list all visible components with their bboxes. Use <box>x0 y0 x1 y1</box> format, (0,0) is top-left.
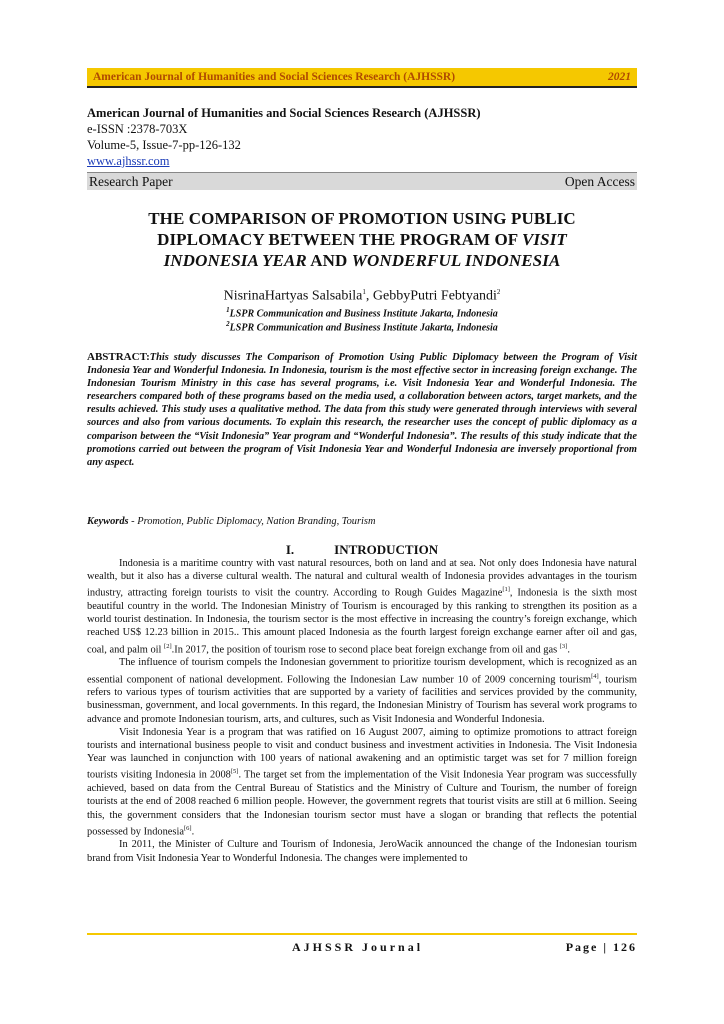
journal-volume: Volume-5, Issue-7-pp-126-132 <box>87 138 241 152</box>
banner-year: 2021 <box>608 71 631 83</box>
journal-header <box>87 105 637 169</box>
paragraph-1: Indonesia is a maritime country with vast natural resources, both on land and at sea. Not only does Indonesia have natural wealth, but it also has a diverse cultural wealth. The natural and cultural wealth of Indonesia provides advantages in the tourism industry, attracting foreign tourists to visit the country. According to Rough Guides Magazine[1], Indonesia is the sixth most beautiful country in the world. The Indonesian Ministry of Tourism is encouraged by this ranking to strengthen its position as a world tourist destination. In Indonesia, the tourism sector is the most effective in increasing the country’s foreign exchange, which reached US$ 12.23 billion in 2015.. This amount placed Indonesia as the fourth largest foreign exchange earner after oil and gas, coal, and palm oil [2].In 2017, the position of tourism rose to second place beat foreign exchange from oil and gas [3]. <box>87 558 637 656</box>
affiliation-2: $^2$LSPR Communication and Business Institute Jakarta, Indonesia <box>226 320 498 334</box>
title-line-2: DIPLOMACY BETWEEN THE PROGRAM OF VISIT <box>157 230 567 249</box>
page-number: Page | 126 <box>565 940 637 954</box>
keywords-label: Keywords <box>87 516 129 527</box>
affiliation-1: $^1$LSPR Communication and Business Institute Jakarta, Indonesia <box>226 306 498 320</box>
title-line-1: THE COMPARISON OF PROMOTION USING PUBLIC <box>148 209 576 228</box>
keywords <box>87 516 637 527</box>
author-list: NisrinaHartyas Salsabila$^1$, GebbyPutri Febtyandi$^2$ <box>223 288 501 304</box>
abstract <box>87 351 637 469</box>
footer-rule <box>87 933 637 935</box>
body-text <box>87 557 637 865</box>
paragraph-3: Visit Indonesia Year is a program that was ratified on 16 August 2007, aiming to optimize promotions to attract foreign tourists and international business people to visit and conduct business and investment activities in Indonesia. The Visit Indonesia Year was launched in conjunction with 100 years of national awakening and an optimistic target was set for 7 million foreign tourists visiting Indonesia in 2008[5]. The target set from the implementation of the Visit Indonesia Year program was successfully achieved, based on data from the Central Bureau of Statistics and the Ministry of Culture and Tourism, the number of foreign tourists at the end of 2008 reached 6 million people. However, the government regrets that tourist visits are still at 6 million. Seeing this, the government considers that the Indonesian tourism sector must have a slogan or branding that reflects the potential possessed by Indonesia[6]. <box>87 726 637 838</box>
paper-type-bar <box>87 172 637 190</box>
section-title: INTRODUCTION <box>334 542 439 557</box>
keywords-text: - Promotion, Public Diplomacy, Nation Branding, Tourism <box>128 516 376 527</box>
title-line-3: INDONESIA YEAR AND WONDERFUL INDONESIA <box>163 251 561 270</box>
author-1: NisrinaHartyas Salsabila <box>223 288 363 304</box>
journal-title: American Journal of Humanities and Social Sciences Research (AJHSSR) <box>87 106 481 120</box>
paragraph-2: The influence of tourism compels the Indonesian government to prioritize tourism development, which is recognized as an essential component of national development. Following the Indonesian Law number 10 of 2009 concerning tourism[4], tourism refers to various types of tourism activities that are supported by a variety of facilities and services provided by the community, businessman, government, and local governments. In this regard, the Indonesian Ministry of Tourism has several work programs to advance and promote Indonesian tourism, arts, and cultures, such as Visit Indonesia and Wonderful Indonesia. <box>87 657 637 725</box>
paper-type: Research Paper <box>89 173 173 189</box>
journal-url-link[interactable]: www.ajhssr.com <box>87 154 170 168</box>
section-number: I. <box>285 542 295 557</box>
abstract-text: This study discusses The Comparison of Promotion Using Public Diplomacy between the Program of Visit Indonesia Year and Wonderful Indonesia. In Indonesia, tourism is the most effective sector in increasing foreign exchange. The Indonesian Tourism Ministry in this case has several programs, i.e. Visit Indonesia Year and Wonderful Indonesia. The researchers compared both of these programs based on the media used, a collaboration between actors, target markets, and the results achieved. This study uses a qualitative method. The data from this study were generated through interviews with several sources and also from various documents. To explain this research, the researcher uses the concept of public diplomacy as a comparison between the “Visit Indonesia” Year program and “Wonderful Indonesia”. The results of this study indicate that the promotions carried out between the program of Visit Indonesia Year and Wonderful Indonesia are inversely proportional from any aspect. <box>87 352 637 468</box>
section-heading <box>87 542 637 558</box>
access-type: Open Access <box>564 173 635 189</box>
banner-journal-name: American Journal of Humanities and Social Sciences Research (AJHSSR) <box>93 71 456 83</box>
journal-banner <box>87 68 637 88</box>
footer-journal: AJHSSR Journal <box>292 940 424 954</box>
abstract-label: ABSTRACT: <box>87 351 150 363</box>
paper-title <box>87 208 637 271</box>
journal-issn: e-ISSN :2378-703X <box>87 122 188 136</box>
author-2: GebbyPutri Febtyandi <box>372 288 497 304</box>
paragraph-4: In 2011, the Minister of Culture and Tourism of Indonesia, JeroWacik announced the change of the Indonesian tourism brand from Visit Indonesia Year to Wonderful Indonesia. The changes were implemented to <box>87 839 637 864</box>
